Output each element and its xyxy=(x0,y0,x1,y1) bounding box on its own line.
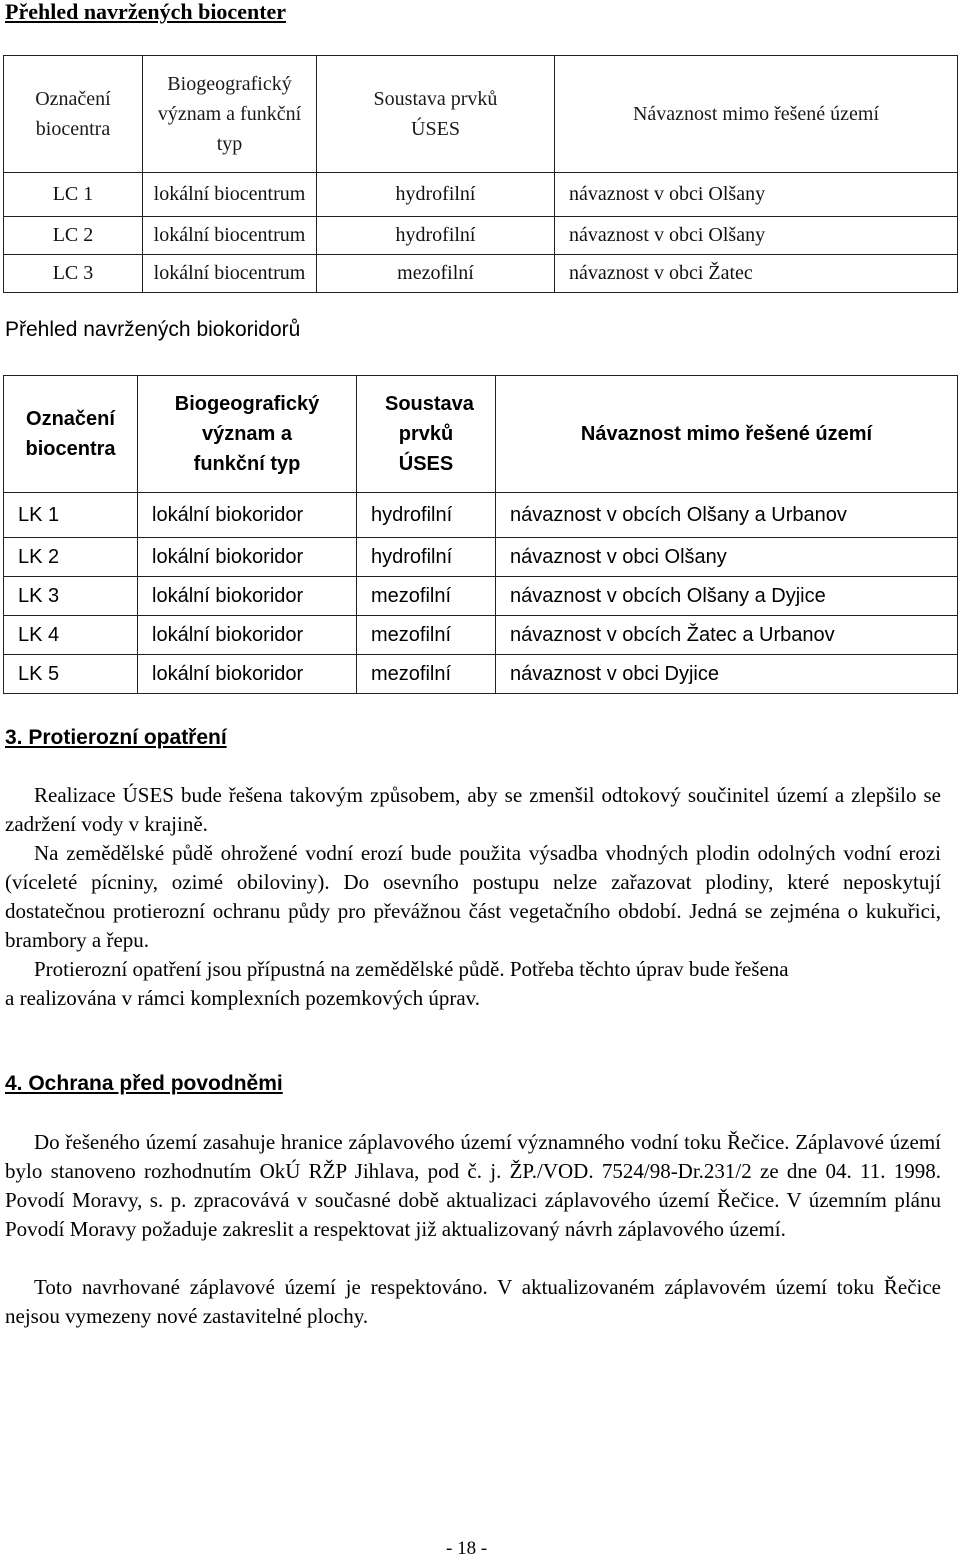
table-cell: mezofilní xyxy=(357,655,496,694)
section3-title: 3. Protierozní opatření xyxy=(5,726,227,749)
column-header: Označení biocentra xyxy=(4,56,143,173)
table-cell: hydrofilní xyxy=(317,173,555,217)
table-cell: hydrofilní xyxy=(317,217,555,255)
table-cell: lokální biokoridor xyxy=(138,577,357,616)
table-cell: lokální biokoridor xyxy=(138,655,357,694)
table-cell: LK 3 xyxy=(4,577,138,616)
table-cell: LK 2 xyxy=(4,538,138,577)
table-row xyxy=(4,493,958,538)
table-cell: LK 4 xyxy=(4,616,138,655)
table-cell: lokální biokoridor xyxy=(138,538,357,577)
table-cell: LC 1 xyxy=(4,173,143,217)
table-cell: hydrofilní xyxy=(357,493,496,538)
table-cell: mezofilní xyxy=(357,616,496,655)
table-cell: LC 2 xyxy=(4,217,143,255)
section3-paragraph: Realizace ÚSES bude řešena takovým způsobem, aby se zmenšil odtokový součinitel území a zlepšilo se zadržení vody v krajině. xyxy=(5,783,941,836)
section4-title: 4. Ochrana před povodněmi xyxy=(5,1072,283,1095)
table-cell: návaznost v obcích Žatec a Urbanov xyxy=(496,616,958,655)
table-cell: lokální biokoridor xyxy=(138,616,357,655)
table-row xyxy=(4,217,958,255)
table-header-row xyxy=(4,376,958,493)
table-row xyxy=(4,577,958,616)
biokoridory-table xyxy=(3,375,958,694)
column-header: Biogeografický význam a funkční typ xyxy=(138,376,357,493)
table-cell: mezofilní xyxy=(317,255,555,293)
table-cell: LK 1 xyxy=(4,493,138,538)
table-row xyxy=(4,616,958,655)
table-cell: návaznost v obci Dyjice xyxy=(496,655,958,694)
table-cell: návaznost v obci Olšany xyxy=(555,217,958,255)
table-cell: hydrofilní xyxy=(357,538,496,577)
table-row xyxy=(4,173,958,217)
table-header-row xyxy=(4,56,958,173)
column-header: Biogeografický význam a funkční typ xyxy=(143,56,317,173)
biocentra-table xyxy=(3,55,958,293)
page-number: - 18 - xyxy=(446,1538,488,1559)
table-cell: návaznost v obci Olšany xyxy=(555,173,958,217)
table-cell: lokální biocentrum xyxy=(143,217,317,255)
biocentra-heading: Přehled navržených biocenter xyxy=(5,0,287,24)
table-cell: lokální biokoridor xyxy=(138,493,357,538)
section4-paragraph: Toto navrhované záplavové území je respektováno. V aktualizovaném záplavovém území toku Řečice nejsou vymezeny nové zastavitelné plochy. xyxy=(5,1275,941,1328)
biokoridory-heading: Přehled navržených biokoridorů xyxy=(5,318,301,341)
table-cell: LK 5 xyxy=(4,655,138,694)
column-header: Návaznost mimo řešené území xyxy=(555,56,958,173)
table-row xyxy=(4,655,958,694)
section3-paragraph: Na zemědělské půdě ohrožené vodní erozí bude použita výsadba vhodných plodin odolných vodní erozi (víceleté pícniny, ozimé obiloviny). Do osevního postupu nelze zařazovat plodiny, které neposkytují dostatečnou protierozní ochranu půdy pro převážnou část vegetačního období. Jedná se zejména o kukuřici, brambory a řepu. xyxy=(5,841,941,952)
column-header: Označení biocentra xyxy=(4,376,138,493)
table-cell: návaznost v obcích Olšany a Urbanov xyxy=(496,493,958,538)
column-header: Návaznost mimo řešené území xyxy=(496,376,958,493)
section4-paragraph: Do řešeného území zasahuje hranice záplavového území významného vodní toku Řečice. Záplavové území bylo stanoveno rozhodnutím OkÚ RŽP Jihlava, pod č. j. ŽP./VOD. 7524/98-Dr.231/2 ze dne 04. 11. 1998. Povodí Moravy, s. p. zpracovává v současné době aktualizaci záplavového území Řečice. V územním plánu Povodí Moravy požaduje zakreslit a respektovat již aktualizovaný návrh záplavového území. xyxy=(5,1130,941,1241)
table-cell: mezofilní xyxy=(357,577,496,616)
column-header: Soustava prvků ÚSES xyxy=(357,376,496,493)
table-row xyxy=(4,538,958,577)
table-cell: návaznost v obcích Olšany a Dyjice xyxy=(496,577,958,616)
table-row xyxy=(4,255,958,293)
table-cell: návaznost v obci Žatec xyxy=(555,255,958,293)
section3-paragraph: Protierozní opatření jsou přípustná na zemědělské půdě. Potřeba těchto úprav bude řešena a realizována v rámci komplexních pozemkových úprav. xyxy=(5,957,789,1010)
table-cell: LC 3 xyxy=(4,255,143,293)
table-cell: návaznost v obci Olšany xyxy=(496,538,958,577)
table-cell: lokální biocentrum xyxy=(143,255,317,293)
column-header: Soustava prvků ÚSES xyxy=(317,56,555,173)
table-cell: lokální biocentrum xyxy=(143,173,317,217)
